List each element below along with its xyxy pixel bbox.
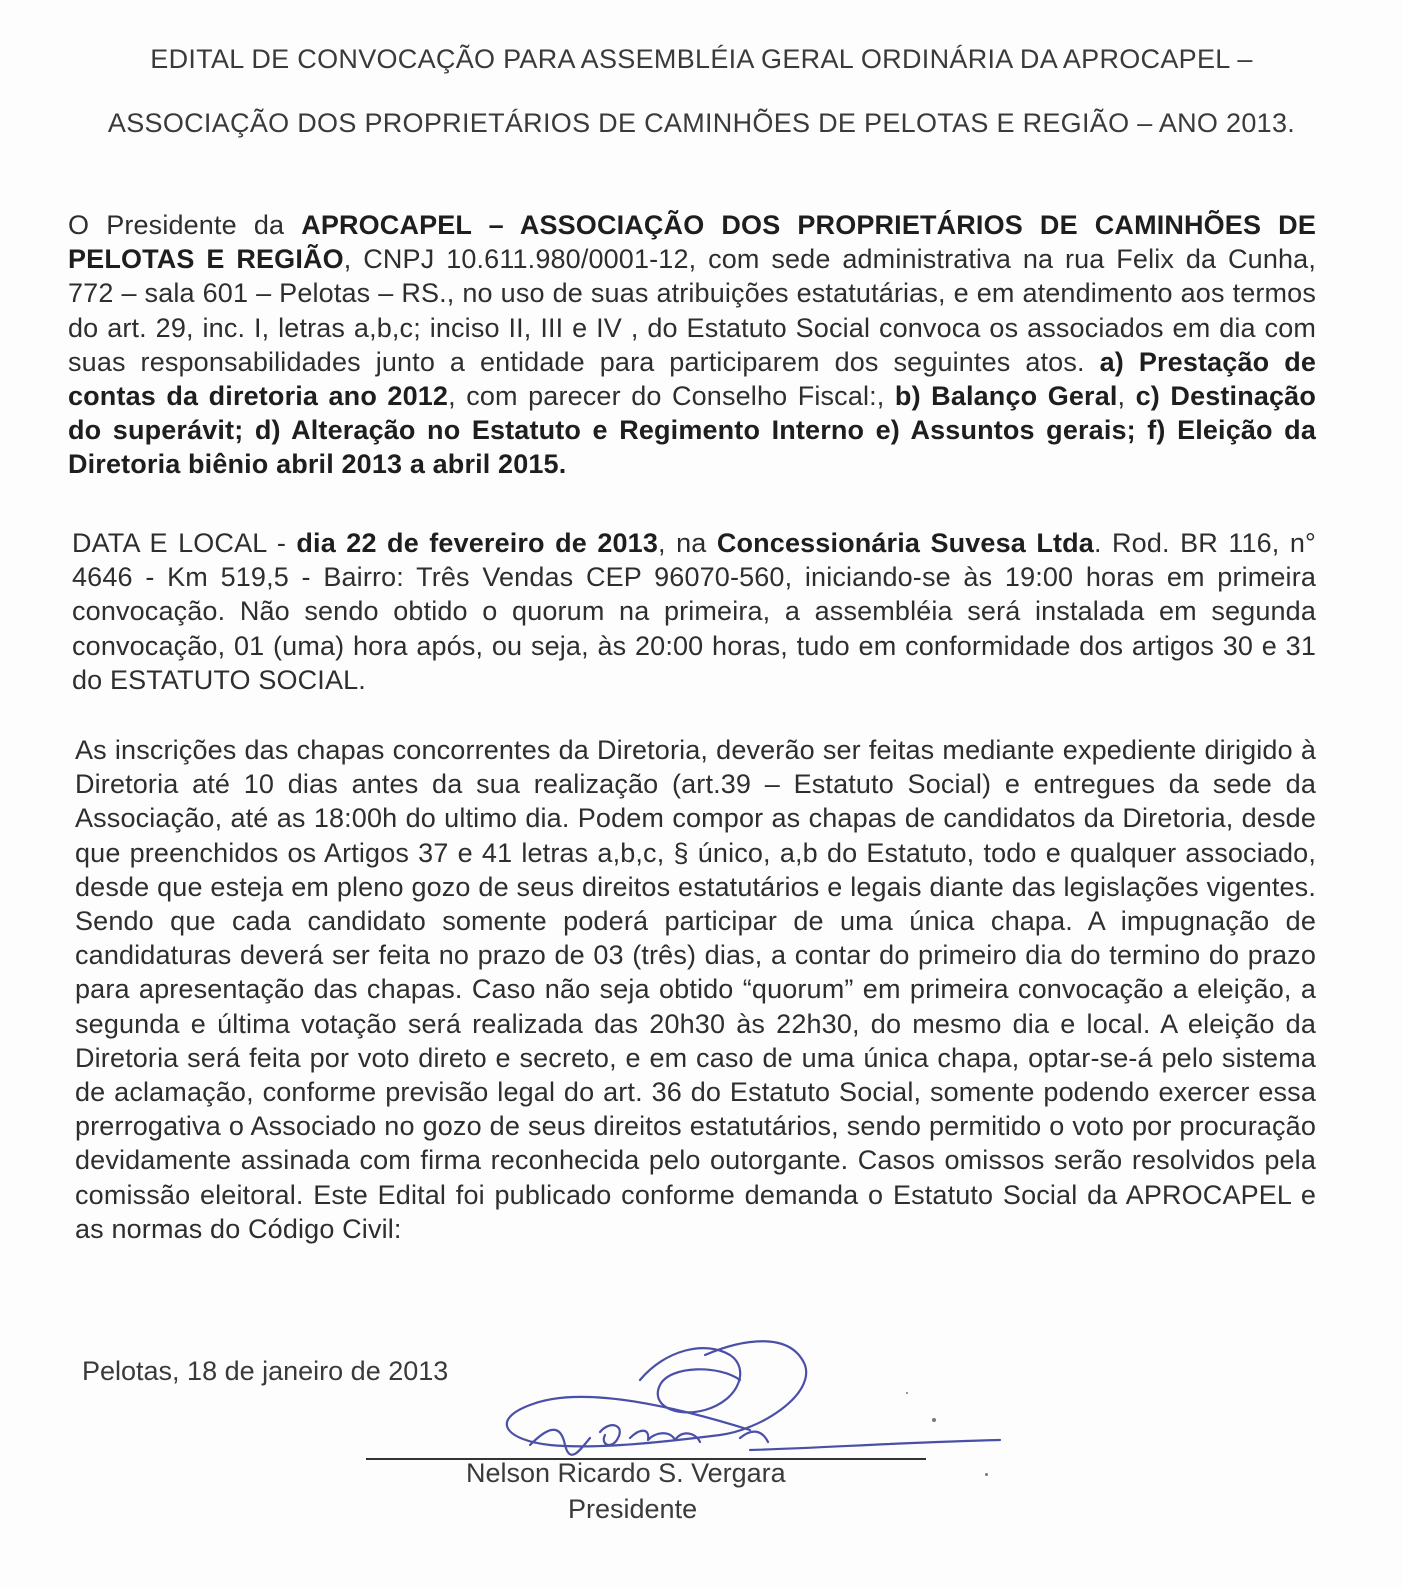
para2-text-2: . Rod. BR 116, n° 4646 - Km 519,5 - Bairro: Três Vendas CEP 96070-560, iniciando-se às 19:00 horas em primeira convocação. Não sendo obtido o quorum na primeira, a assembléia será instalada em segunda convocação, 01 (uma) hora após, ou seja, às 20:00 horas, tudo em conformidade dos artigos 30 e 31 do ESTATUTO SOCIAL. — [72, 528, 1316, 695]
meeting-date: dia 22 de fevereiro de 2013 — [296, 528, 659, 558]
document-title-line-2: ASSOCIAÇÃO DOS PROPRIETÁRIOS DE CAMINHÕES DE PELOTAS E REGIÃO – ANO 2013. — [107, 108, 1296, 138]
date-location-paragraph — [72, 526, 1316, 697]
scan-speck — [906, 1392, 908, 1394]
document-title-line-1: EDITAL DE CONVOCAÇÃO PARA ASSEMBLÉIA GERAL ORDINÁRIA DA APROCAPEL – — [150, 44, 1253, 74]
convocation-paragraph — [68, 208, 1316, 482]
para2-label: DATA E LOCAL - — [72, 528, 297, 558]
para1-text-1: O Presidente da — [68, 210, 302, 240]
para1-text-2: , CNPJ 10.611.980/0001-12, com sede administrativa na rua Felix da Cunha, 772 – sala 601 – Pelotas – RS., no uso de suas atribuições estatutárias, e em atendimento aos termos do art. 29, inc. I, letras a,b,c; inciso II, III e IV , do Estatuto Social convoca os associados em dia com suas responsabilidades junto a entidade para participarem dos seguintes atos. — [68, 244, 1316, 377]
election-rules-paragraph: As inscrições das chapas concorrentes da Diretoria, deverão ser feitas mediante expediente dirigido à Diretoria até 10 dias antes da sua realização (art.39 – Estatuto Social) e entregues da sede da Associação, até as 18:00h do ultimo dia. Podem compor as chapas de candidatos da Diretoria, desde que preenchidos os Artigos 37 e 41 letras a,b,c, § único, a,b do Estatuto, todo e qualquer associado, desde que esteja em pleno gozo de seus direitos estatutários e legais diante das legislações vigentes. Sendo que cada candidato somente poderá participar de uma única chapa. A impugnação de candidaturas deverá ser feita no prazo de 03 (três) dias, a contar do primeiro dia do termino do prazo para apresentação das chapas. Caso não seja obtido “quorum” em primeira convocação a eleição, a segunda e última votação será realizada das 20h30 às 22h30, do mesmo dia e local. A eleição da Diretoria será feita por voto direto e secreto, e em caso de uma única chapa, optar-se-á pelo sistema de aclamação, conforme previsão legal do art. 36 do Estatuto Social, somente podendo exercer essa prerrogativa o Associado no gozo de seus direitos estatutários, sendo permitido o voto por procuração devidamente assinada com firma reconhecida pelo outorgante. Casos omissos serão resolvidos pela comissão eleitoral. Este Edital foi publicado conforme demanda o Estatuto Social da APROCAPEL e as normas do Código Civil: — [75, 735, 1316, 1244]
scan-speck — [985, 1473, 988, 1476]
signer-role: Presidente — [568, 1494, 698, 1524]
signer-name: Nelson Ricardo S. Vergara — [466, 1458, 786, 1488]
agenda-item-a: a) Prestação de contas da diretoria ano 2012 — [68, 346, 1317, 412]
para1-text-4: , — [1117, 381, 1136, 412]
para2-text-1: , na — [658, 528, 717, 558]
scan-speck — [932, 1418, 936, 1422]
agenda-item-b: b) Balanço Geral — [894, 381, 1118, 412]
association-name: APROCAPEL – ASSOCIAÇÃO DOS PROPRIETÁRIOS DE CAMINHÕES DE PELOTAS E REGIÃO — [68, 210, 1316, 275]
agenda-items-c-f: c) Destinação do superávit; d) Alteração no Estatuto e Regimento Interno e) Assuntos gerais; f) Eleição da Diretoria biênio abril 2013 a abril 2015. — [68, 381, 1316, 480]
date-place: Pelotas, 18 de janeiro de 2013 — [82, 1356, 449, 1386]
meeting-venue: Concessionária Suvesa Ltda — [716, 528, 1094, 558]
para1-text-3: , com parecer do Conselho Fiscal:, — [448, 381, 895, 412]
